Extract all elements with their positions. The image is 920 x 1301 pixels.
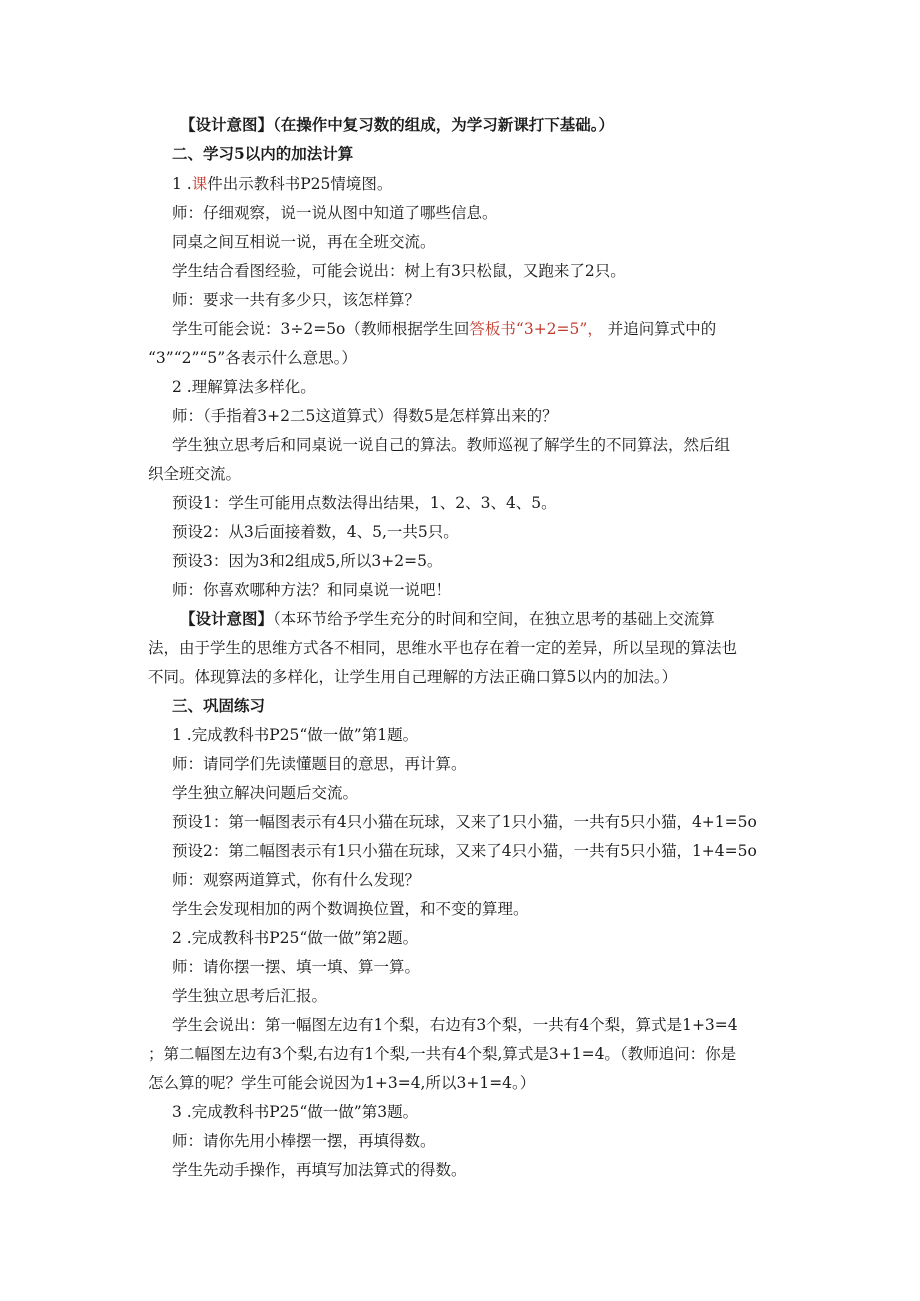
text-line: 师：要求一共有多少只，该怎样算？ <box>172 291 421 309</box>
text-line: 怎么算的呢？学生可能会说因为1+3=4,所以3+1=4。） <box>148 1074 536 1092</box>
design-intent-paragraph-2: 【设计意图】（本环节给予学生充分的时间和空间，在独立思考的基础上交流算 <box>180 609 715 628</box>
text-line: 师：请你摆一摆、填一填、算一算。 <box>172 958 421 976</box>
text-line: 学生先动手操作，再填写加法算式的得数。 <box>172 1161 467 1179</box>
design-intent-paragraph-1: 【设计意图】（在操作中复习数的组成，为学习新课打下基础。） <box>180 115 615 134</box>
text-line: 预设2：从3后面接着数，4、5,一共5只。 <box>172 523 459 541</box>
text-line: 同桌之间互相说一说，再在全班交流。 <box>172 233 436 251</box>
text-line: 师：你喜欢哪种方法？和同桌说一说吧！ <box>172 581 452 599</box>
text-line: 织全班交流。 <box>148 465 242 483</box>
text-line: ；第二幅图左边有3个梨,右边有1个梨,一共有4个梨,算式是3+1=4。（教师追问：你是 <box>148 1045 737 1063</box>
text-line: 2 .理解算法多样化。 <box>172 378 316 396</box>
text-line: 学生独立思考后和同桌说一说自己的算法。教师巡视了解学生的不同算法，然后组 <box>172 436 731 454</box>
section-heading-2: 二、学习5以内的加法计算 <box>172 144 354 163</box>
text-line: 预设1：第一幅图表示有4只小猫在玩球，又来了1只小猫，一共有5只小猫，4+1=5o <box>172 813 757 831</box>
text-line: 师：请同学们先读懂题目的意思，再计算。 <box>172 755 467 773</box>
text-line: “3”“2”“5”各表示什么意思。） <box>148 349 357 367</box>
text-line: 学生独立思考后汇报。 <box>172 987 328 1005</box>
text-line: 学生可能会说：3÷2=5o（教师根据学生回答板书“3+2=5”， 并追问算式中的 <box>172 320 717 338</box>
text-line: 1 .课件出示教科书P25情境图。 <box>172 175 393 193</box>
text-line: 法，由于学生的思维方式各不相同，思维水平也存在着一定的差异，所以呈现的算法也 <box>148 639 738 657</box>
section-heading-3: 三、巩固练习 <box>172 696 266 715</box>
text-line: 师：仔细观察，说一说从图中知道了哪些信息。 <box>172 204 498 222</box>
text-line: 师：观察两道算式，你有什么发现？ <box>172 871 421 889</box>
text-line: 3 .完成教科书P25“做一做”第3题。 <box>172 1103 419 1121</box>
text-line: 学生会说出：第一幅图左边有1个梨，右边有3个梨，一共有4个梨，算式是1+3=4 <box>172 1016 738 1034</box>
text-line: 预设3：因为3和2组成5,所以3+2=5。 <box>172 552 443 570</box>
text-line: 不同。体现算法的多样化，让学生用自己理解的方法正确口算5以内的加法。） <box>148 668 678 686</box>
text-line: 1 .完成教科书P25“做一做”第1题。 <box>172 726 419 744</box>
text-line: 预设1：学生可能用点数法得出结果，1、2、3、4、5。 <box>172 494 557 512</box>
text-line: 学生独立解决问题后交流。 <box>172 784 359 802</box>
text-line: 学生结合看图经验，可能会说出：树上有3只松鼠，又跑来了2只。 <box>172 262 626 280</box>
text-line: 2 .完成教科书P25“做一做”第2题。 <box>172 929 419 947</box>
text-line: 师：（手指着3+2二5这道算式）得数5是怎样算出来的？ <box>172 407 558 425</box>
text-line: 预设2：第二幅图表示有1只小猫在玩球，又来了4只小猫，一共有5只小猫，1+4=5o <box>172 842 757 860</box>
text-line: 师：请你先用小棒摆一摆，再填得数。 <box>172 1132 436 1150</box>
text-line: 学生会发现相加的两个数调换位置，和不变的算理。 <box>172 900 529 918</box>
